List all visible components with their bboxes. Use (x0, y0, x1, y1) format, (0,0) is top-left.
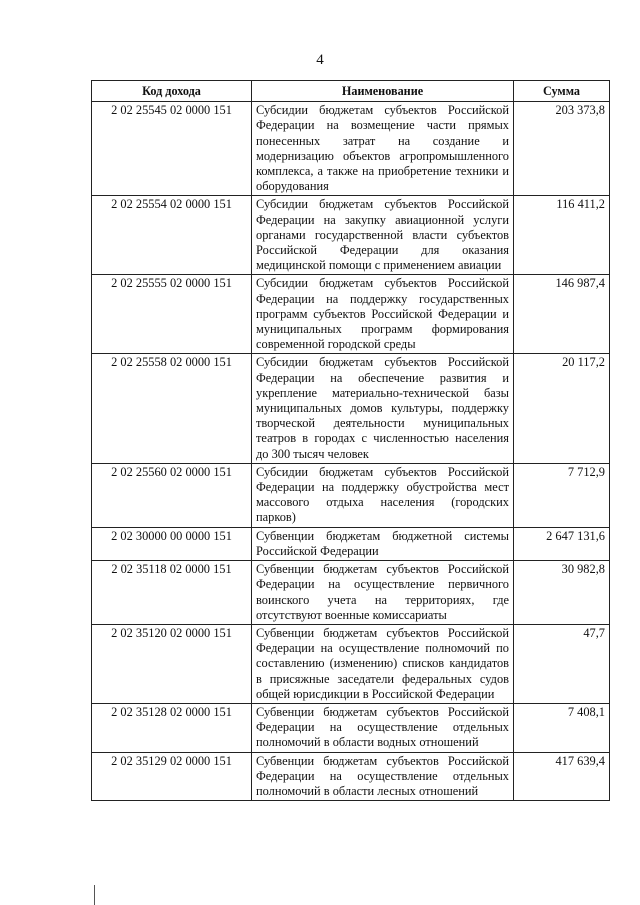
revenue-code: 2 02 35118 02 0000 151 (92, 561, 252, 625)
header-sum: Сумма (514, 81, 610, 102)
table-row (92, 354, 610, 463)
revenue-table (91, 80, 610, 801)
revenue-sum: 47,7 (514, 624, 610, 703)
table-row (92, 561, 610, 625)
revenue-sum: 2 647 131,6 (514, 527, 610, 560)
revenue-name: Субвенции бюджетам бюджетной системы Российской Федерации (252, 527, 514, 560)
revenue-name: Субсидии бюджетам субъектов Российской Федерации на поддержку обустройства мест массового отдыха населения (городских парков) (252, 463, 514, 527)
table-row (92, 703, 610, 752)
table-row (92, 624, 610, 703)
table-row (92, 196, 610, 275)
revenue-name: Субвенции бюджетам субъектов Российской Федерации на осуществление первичного воинского учета на территориях, где отсутствуют военные комиссариаты (252, 561, 514, 625)
revenue-name: Субвенции бюджетам субъектов Российской Федерации на осуществление полномочий по составлению (изменению) списков кандидатов в присяжные заседатели федеральных судов общей юрисдикции в Российской Федерации (252, 624, 514, 703)
table-row (92, 752, 610, 801)
revenue-code: 2 02 25545 02 0000 151 (92, 102, 252, 196)
revenue-code: 2 02 25555 02 0000 151 (92, 275, 252, 354)
revenue-sum: 146 987,4 (514, 275, 610, 354)
table-row (92, 102, 610, 196)
revenue-sum: 20 117,2 (514, 354, 610, 463)
revenue-sum: 203 373,8 (514, 102, 610, 196)
revenue-name: Субсидии бюджетам субъектов Российской Федерации на возмещение части прямых понесенных затрат на создание и модернизацию объектов агропромышленного комплекса, а также на приобретение техники и оборудования (252, 102, 514, 196)
table-row (92, 463, 610, 527)
table-row (92, 275, 610, 354)
revenue-code: 2 02 35129 02 0000 151 (92, 752, 252, 801)
revenue-name: Субсидии бюджетам субъектов Российской Федерации на закупку авиационной услуги органами государственной власти субъектов Российской Федерации для оказания медицинской помощи с применением авиации (252, 196, 514, 275)
revenue-name: Субвенции бюджетам субъектов Российской Федерации на осуществление отдельных полномочий в области водных отношений (252, 703, 514, 752)
revenue-code: 2 02 35128 02 0000 151 (92, 703, 252, 752)
table-header-row (92, 81, 610, 102)
revenue-name: Субсидии бюджетам субъектов Российской Федерации на обеспечение развития и укрепление материально-технической базы муниципальных домов культуры, поддержку творческой деятельности муниципальных театров в городах с численностью населения до 300 тысяч человек (252, 354, 514, 463)
revenue-sum: 30 982,8 (514, 561, 610, 625)
revenue-code: 2 02 35120 02 0000 151 (92, 624, 252, 703)
revenue-sum: 7 712,9 (514, 463, 610, 527)
revenue-code: 2 02 30000 00 0000 151 (92, 527, 252, 560)
table-row (92, 527, 610, 560)
revenue-code: 2 02 25560 02 0000 151 (92, 463, 252, 527)
header-code: Код дохода (92, 81, 252, 102)
revenue-code: 2 02 25558 02 0000 151 (92, 354, 252, 463)
revenue-name: Субвенции бюджетам субъектов Российской Федерации на осуществление отдельных полномочий в области лесных отношений (252, 752, 514, 801)
revenue-sum: 116 411,2 (514, 196, 610, 275)
revenue-name: Субсидии бюджетам субъектов Российской Федерации на поддержку государственных программ субъектов Российской Федерации и муниципальных программ формирования современной городской среды (252, 275, 514, 354)
revenue-sum: 417 639,4 (514, 752, 610, 801)
header-name: Наименование (252, 81, 514, 102)
page-number: 4 (316, 52, 324, 68)
scan-margin-mark (94, 885, 95, 905)
revenue-code: 2 02 25554 02 0000 151 (92, 196, 252, 275)
revenue-sum: 7 408,1 (514, 703, 610, 752)
